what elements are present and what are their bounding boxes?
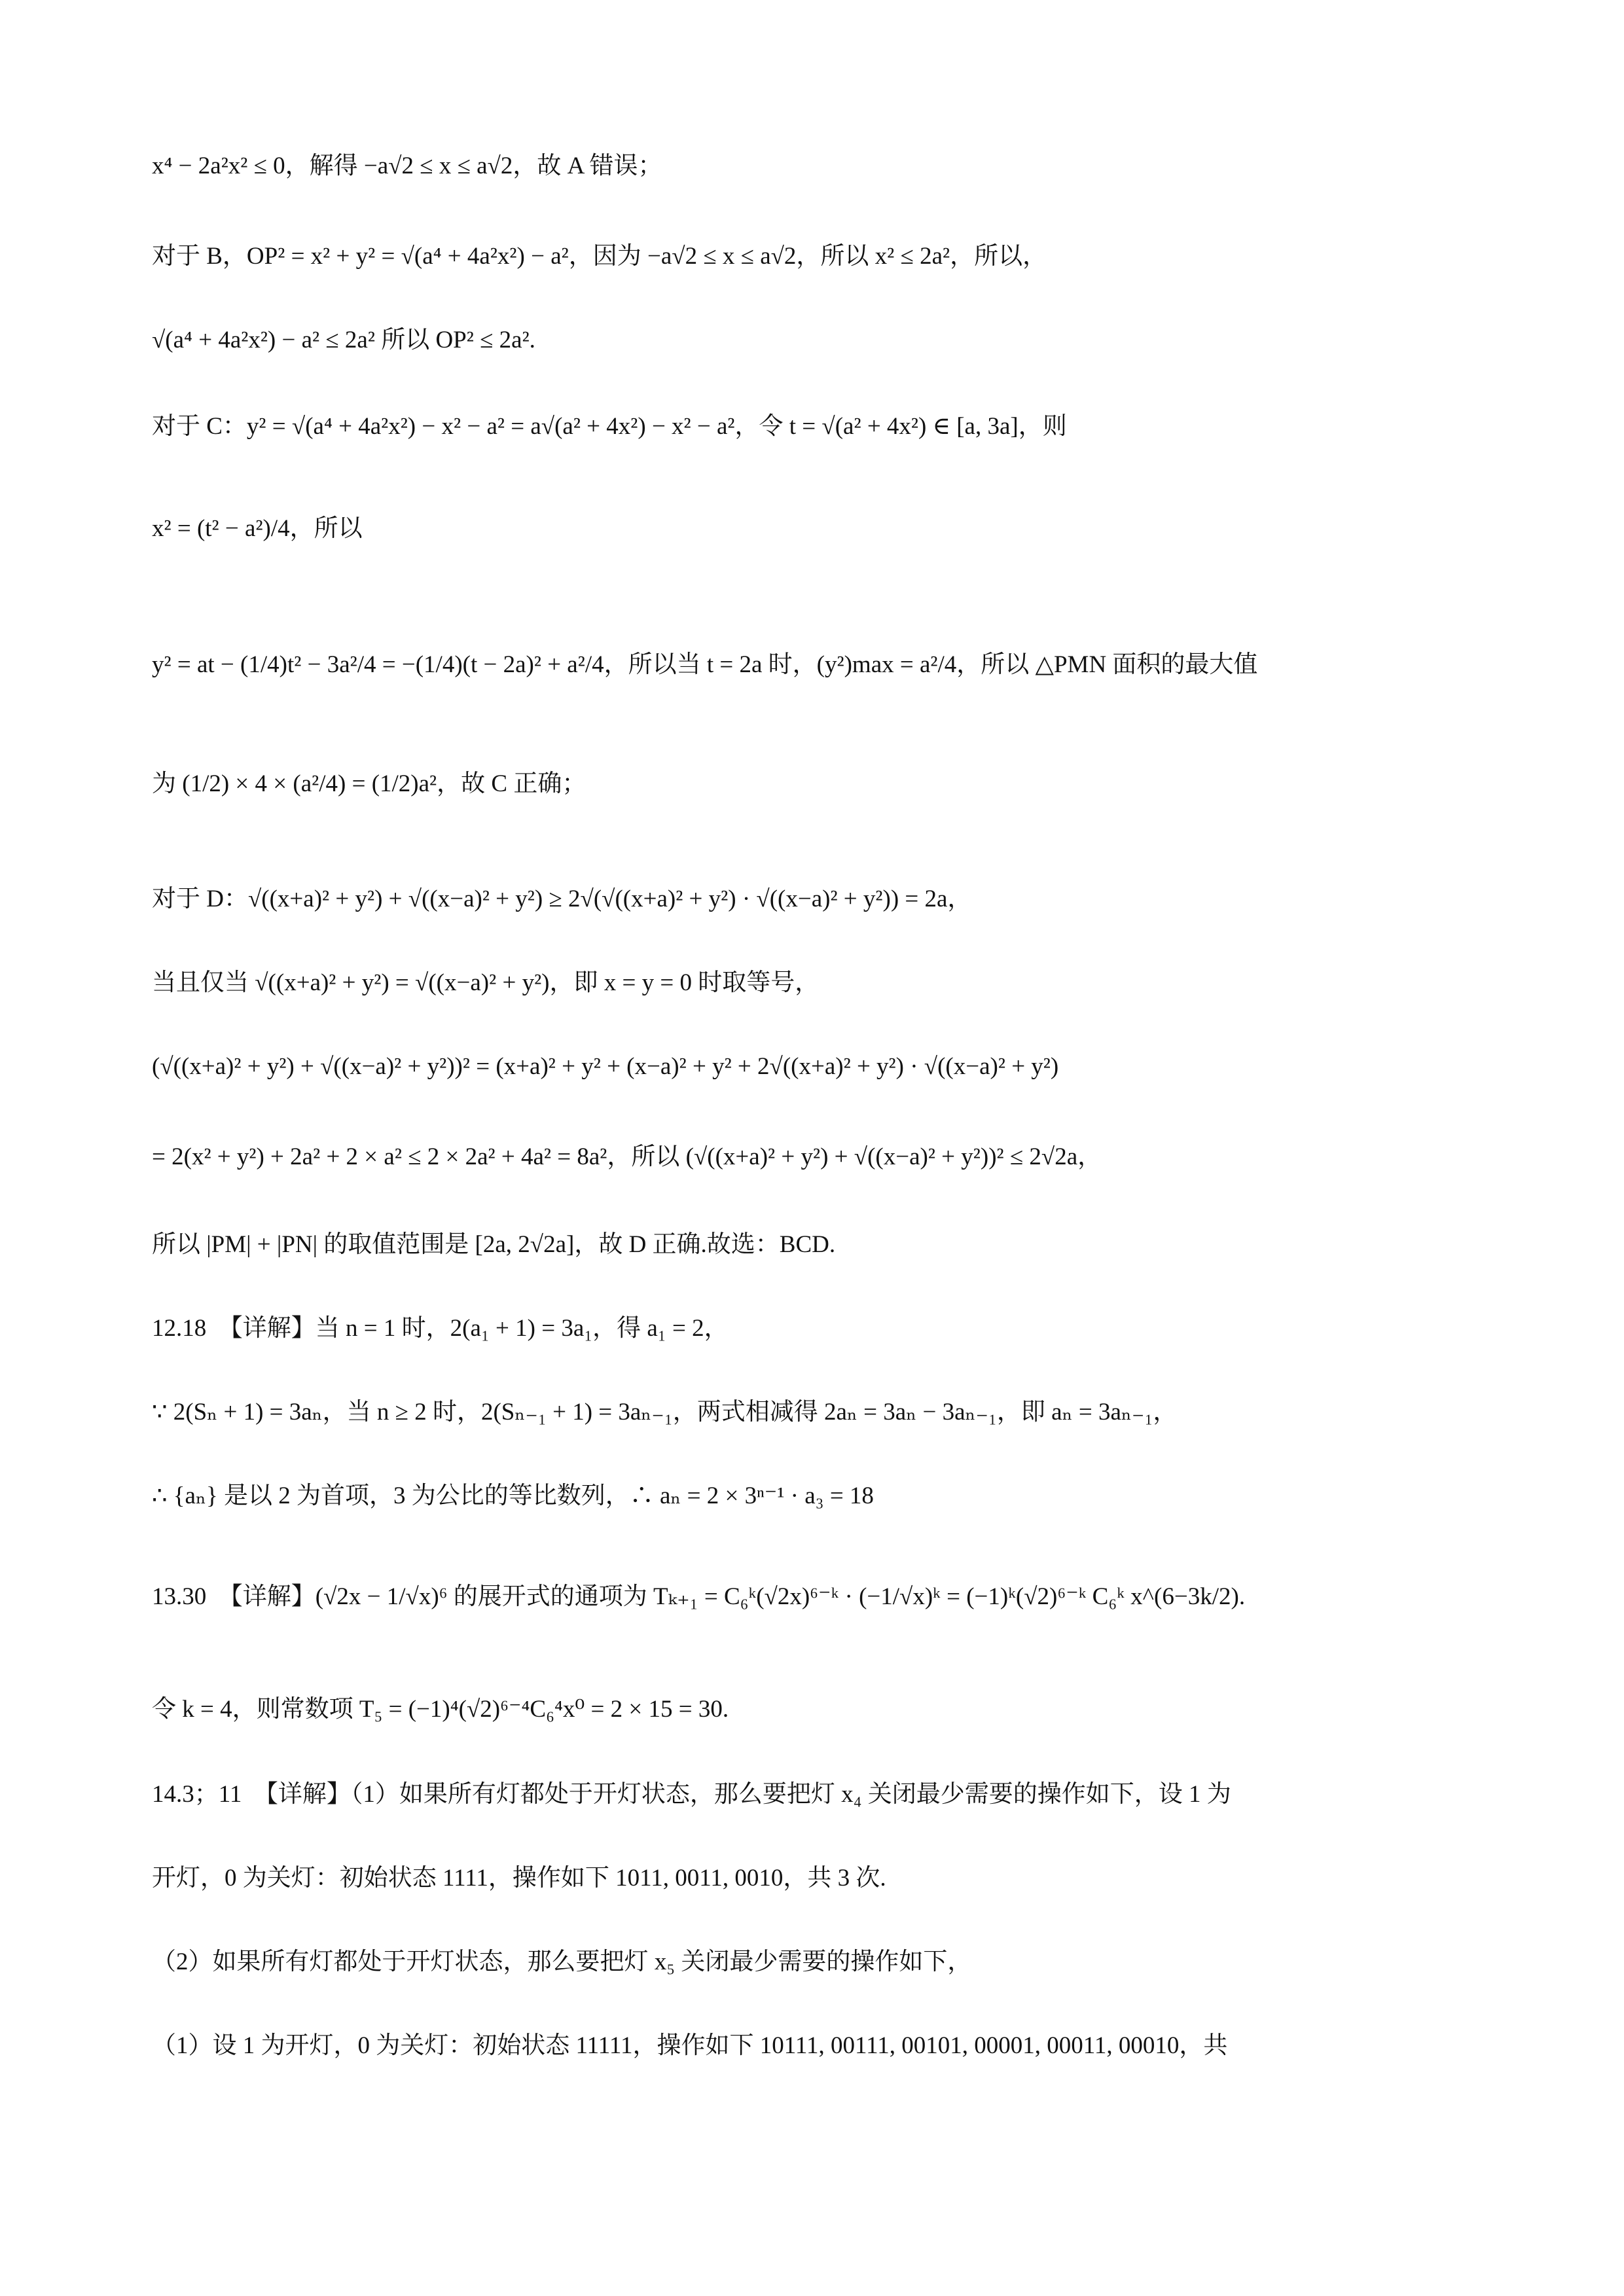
line-content: = 2(x² + y²) + 2a² + 2 × a² ≤ 2 × 2a² + 4a² = 8a²，所以 (√((x+a)² + y²) + √((x−a)² + y²))² ≤ 2√2a， [152, 1143, 1102, 1170]
text-line-9 [152, 963, 1474, 1003]
text-line-5 [152, 509, 1474, 548]
line-content: (√((x+a)² + y²) + √((x−a)² + y²))² = (x+a)² + y² + (x−a)² + y² + 2√((x+a)² + y²) · √((x−a)² + y²) [152, 1053, 1059, 1080]
text-line-3 [152, 321, 1474, 360]
text-line-1 [152, 147, 1474, 186]
line-content: 对于 C：y² = √(a⁴ + 4a²x²) − x² − a² = a√(a² + 4x²) − x² − a²，令 t = √(a² + 4x²) ∈ [a, 3a]，则 [152, 413, 1067, 440]
line-content: 开灯，0 为关灯：初始状态 1111，操作如下 1011, 0011, 0010，共 3 次. [152, 1865, 886, 1892]
text-line-4 [152, 407, 1474, 446]
line-content: 12.18 【详解】当 n = 1 时，2(a₁ + 1) = 3a₁，得 a₁ = 2， [152, 1315, 729, 1342]
line-content: （1）设 1 为开灯，0 为关灯：初始状态 11111，操作如下 10111, 00111, 00101, 00001, 00011, 00010，共 [152, 2032, 1228, 2059]
line-content: 为 (1/2) × 4 × (a²/4) = (1/2)a²，故 C 正确； [152, 770, 586, 797]
text-line-2 [152, 237, 1474, 276]
text-line-13 [152, 1309, 1474, 1348]
line-content: 14.3；11 【详解】（1）如果所有灯都处于开灯状态，那么要把灯 x₄ 关闭最少需要的操作如下，设 1 为 [152, 1781, 1231, 1808]
line-content: y² = at − (1/4)t² − 3a²/4 = −(1/4)(t − 2a)² + a²/4，所以当 t = 2a 时，(y²)max = a²/4，所以 △PMN 面积的最大值 [152, 651, 1258, 678]
text-line-16 [152, 1577, 1474, 1617]
text-line-11 [152, 1138, 1474, 1177]
line-content: ∵ 2(Sₙ + 1) = 3aₙ，当 n ≥ 2 时，2(Sₙ₋₁ + 1) = 3aₙ₋₁，两式相减得 2aₙ = 3aₙ − 3aₙ₋₁，即 aₙ = 3aₙ₋₁， [152, 1399, 1178, 1426]
line-content: 对于 D：√((x+a)² + y²) + √((x−a)² + y²) ≥ 2√(√((x+a)² + y²) · √((x−a)² + y²)) = 2a， [152, 886, 972, 912]
text-line-8 [152, 880, 1474, 919]
text-line-18 [152, 1775, 1474, 1814]
text-line-7 [152, 764, 1474, 804]
text-line-20 [152, 1943, 1474, 1982]
line-content: x⁴ − 2a²x² ≤ 0，解得 −a√2 ≤ x ≤ a√2，故 A 错误； [152, 152, 662, 179]
text-line-12 [152, 1225, 1474, 1265]
text-line-6 [152, 645, 1474, 685]
line-content: 当且仅当 √((x+a)² + y²) = √((x−a)² + y²)，即 x = y = 0 时取等号， [152, 969, 820, 996]
line-content: √(a⁴ + 4a²x²) − a² ≤ 2a² 所以 OP² ≤ 2a². [152, 327, 535, 353]
line-content: 所以 |PM| + |PN| 的取值范围是 [2a, 2√2a]，故 D 正确.故选：BCD. [152, 1231, 836, 1258]
text-line-15 [152, 1477, 1474, 1516]
line-content: x² = (t² − a²)/4，所以 [152, 515, 363, 542]
line-content: 令 k = 4，则常数项 T₅ = (−1)⁴(√2)⁶⁻⁴C₆⁴x⁰ = 2 × 15 = 30. [152, 1696, 729, 1723]
text-line-17 [152, 1690, 1474, 1729]
text-line-14 [152, 1393, 1474, 1432]
text-line-19 [152, 1859, 1474, 1898]
line-content: 13.30 【详解】(√2x − 1/√x)⁶ 的展开式的通项为 Tₖ₊₁ = C₆ᵏ(√2x)⁶⁻ᵏ · (−1/√x)ᵏ = (−1)ᵏ(√2)⁶⁻ᵏ C₆ᵏ x^(6−3k/2). [152, 1583, 1246, 1610]
line-content: 对于 B，OP² = x² + y² = √(a⁴ + 4a²x²) − a²，因为 −a√2 ≤ x ≤ a√2，所以 x² ≤ 2a²，所以， [152, 243, 1047, 270]
line-content: ∴ {aₙ} 是以 2 为首项，3 为公比的等比数列，∴ aₙ = 2 × 3ⁿ⁻¹ · a₃ = 18 [152, 1482, 874, 1509]
line-content: （2）如果所有灯都处于开灯状态，那么要把灯 x₅ 关闭最少需要的操作如下， [152, 1948, 972, 1975]
text-line-21 [152, 2026, 1474, 2066]
text-line-10 [152, 1047, 1474, 1086]
